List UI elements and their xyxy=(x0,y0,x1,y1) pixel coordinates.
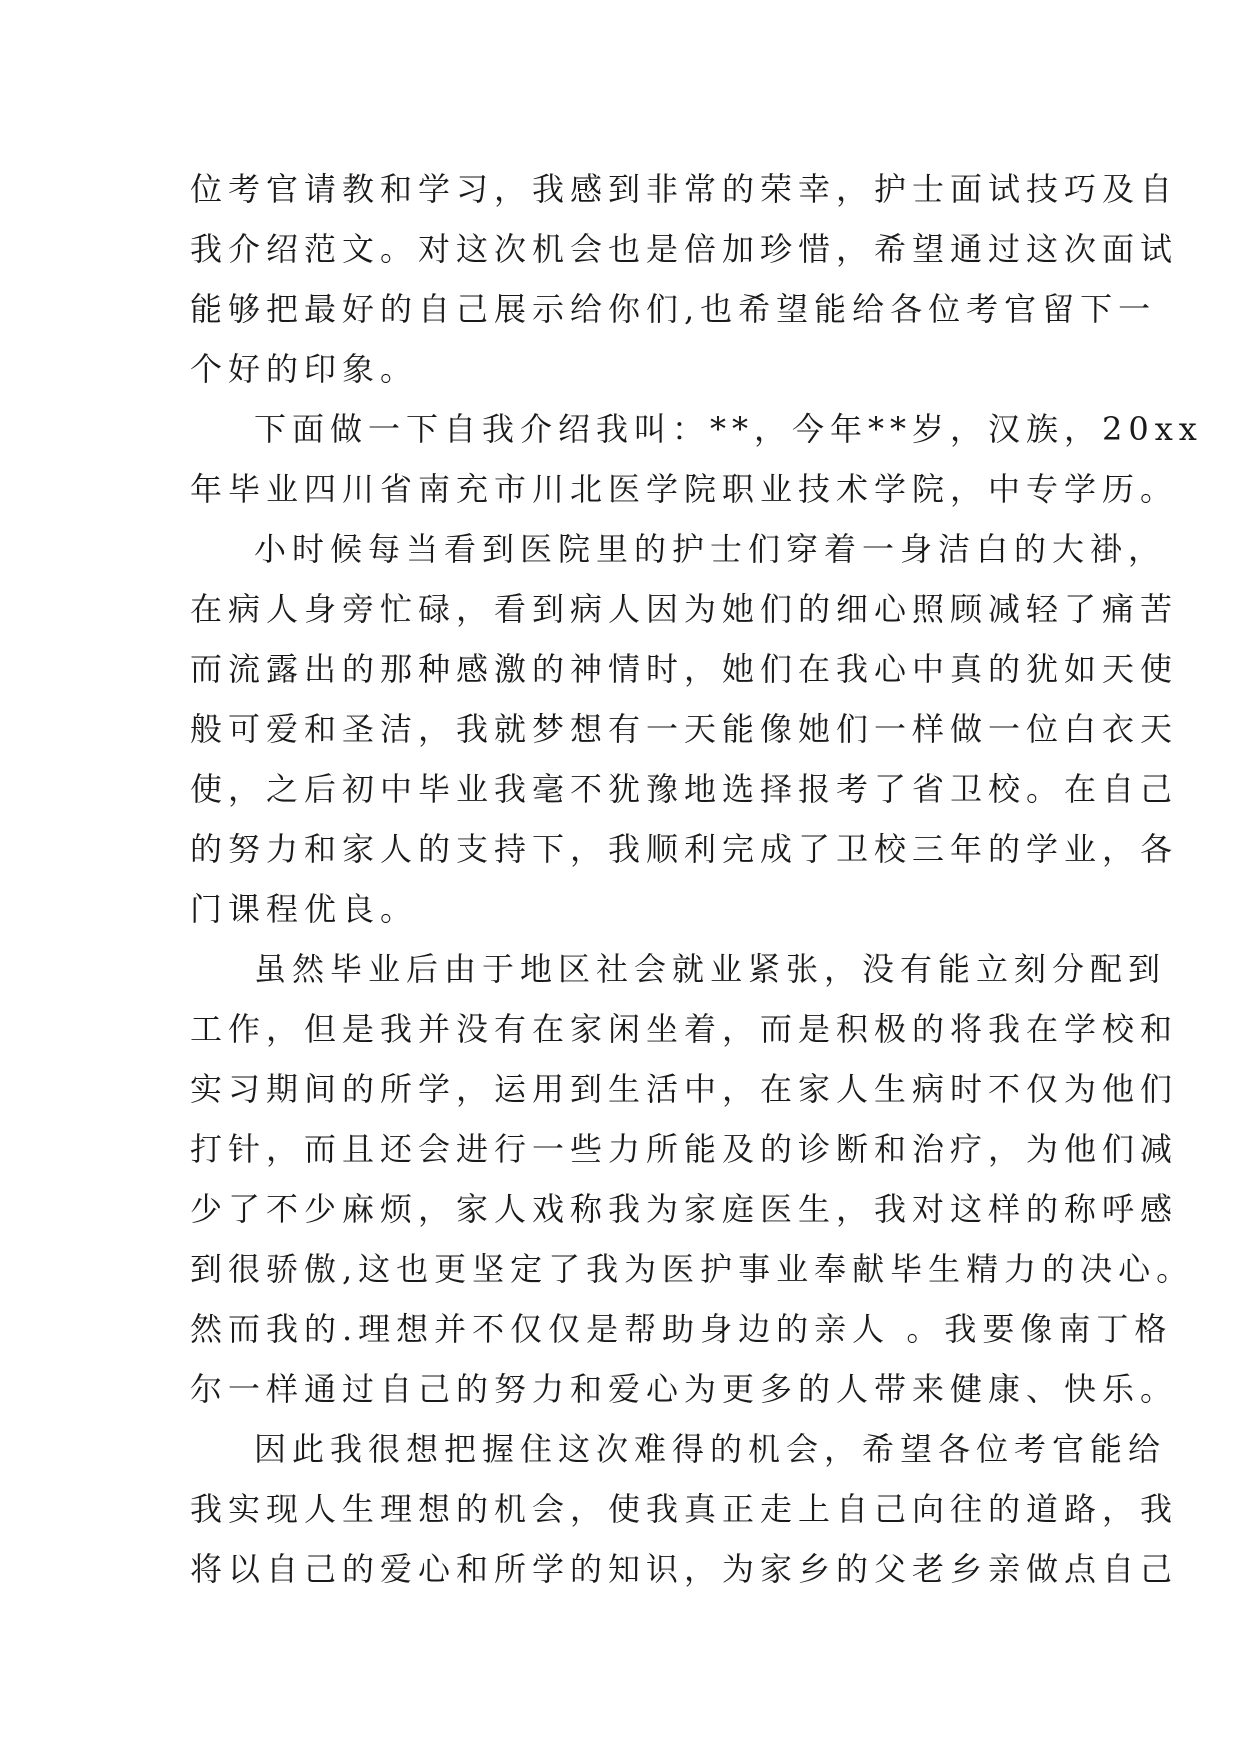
text-line: 然而我的.理想并不仅仅是帮助身边的亲人 。我要像南丁格 xyxy=(190,1310,1173,1348)
text-line: 门课程优良。 xyxy=(190,890,419,928)
text-line: 使，之后初中毕业我毫不犹豫地选择报考了省卫校。在自己 xyxy=(190,770,1179,808)
text-line: 工作，但是我并没有在家闲坐着，而是积极的将我在学校和 xyxy=(190,1010,1179,1048)
paragraph-first-line: 下面做一下自我介绍我叫：**，今年**岁，汉族，20xx xyxy=(254,410,1203,448)
text-line: 而流露出的那种感激的神情时，她们在我心中真的犹如天使 xyxy=(190,650,1179,688)
text-line: 少了不少麻烦，家人戏称我为家庭医生，我对这样的称呼感 xyxy=(190,1190,1179,1228)
text-line: 个好的印象。 xyxy=(190,350,419,388)
text-line: 年毕业四川省南充市川北医学院职业技术学院，中专学历。 xyxy=(190,470,1179,508)
text-line: 的努力和家人的支持下，我顺利完成了卫校三年的学业，各 xyxy=(190,830,1179,868)
text-line: 我介绍范文。对这次机会也是倍加珍惜，希望通过这次面试 xyxy=(190,230,1179,268)
text-line: 在病人身旁忙碌，看到病人因为她们的细心照顾减轻了痛苦 xyxy=(190,590,1179,628)
text-line: 到很骄傲,这也更坚定了我为医护事业奉献毕生精力的决心。 xyxy=(190,1250,1195,1288)
text-line: 实习期间的所学，运用到生活中，在家人生病时不仅为他们 xyxy=(190,1070,1179,1108)
document-body xyxy=(190,159,1203,1599)
text-line: 将以自己的爱心和所学的知识，为家乡的父老乡亲做点自己 xyxy=(190,1550,1179,1588)
text-line: 打针，而且还会进行一些力所能及的诊断和治疗，为他们减 xyxy=(190,1130,1179,1168)
paragraph-first-line: 因此我很想把握住这次难得的机会，希望各位考官能给 xyxy=(254,1430,1167,1468)
text-line: 能够把最好的自己展示给你们,也希望能给各位考官留下一 xyxy=(190,290,1157,328)
text-line: 我实现人生理想的机会，使我真正走上自己向往的道路，我 xyxy=(190,1490,1179,1528)
text-line: 位考官请教和学习，我感到非常的荣幸，护士面试技巧及自 xyxy=(190,170,1179,208)
paragraph-first-line: 小时候每当看到医院里的护士们穿着一身洁白的大褂， xyxy=(254,530,1167,568)
paragraph-first-line: 虽然毕业后由于地区社会就业紧张，没有能立刻分配到 xyxy=(254,950,1167,988)
text-line: 般可爱和圣洁，我就梦想有一天能像她们一样做一位白衣天 xyxy=(190,710,1179,748)
text-line: 尔一样通过自己的努力和爱心为更多的人带来健康、快乐。 xyxy=(190,1370,1179,1408)
